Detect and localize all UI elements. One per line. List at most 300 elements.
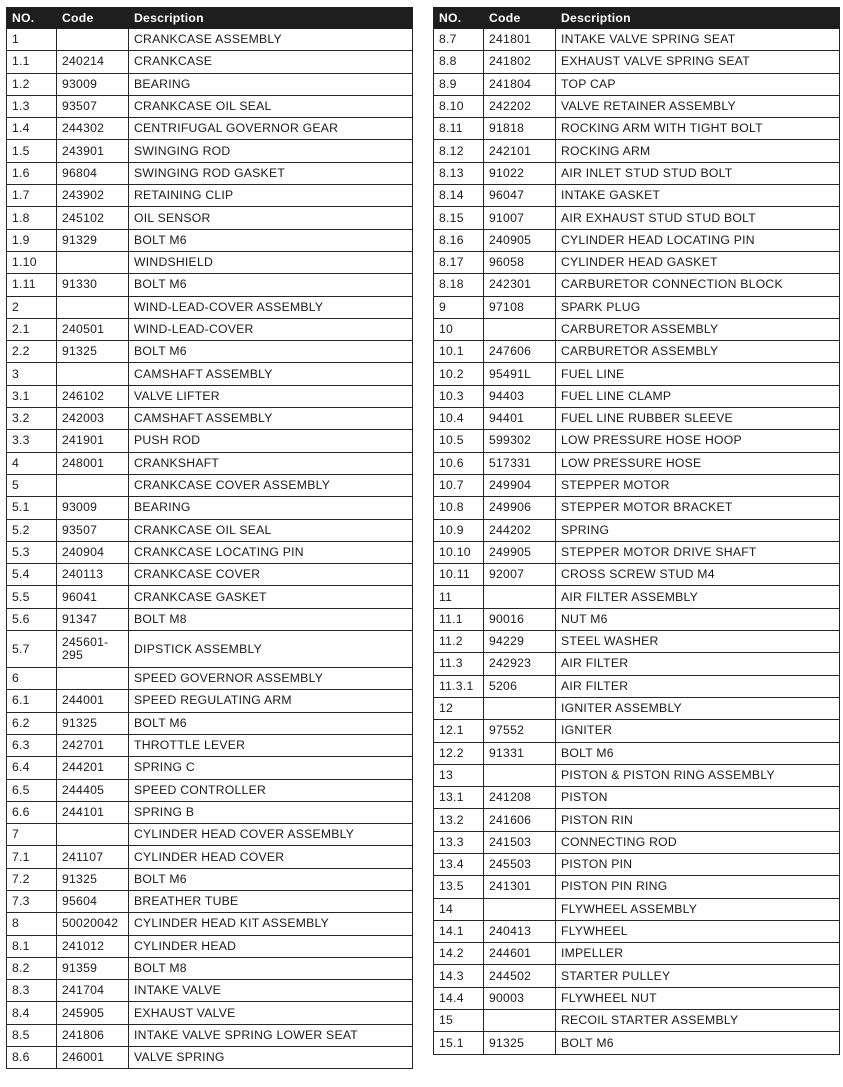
part-number-cell: 15 — [434, 1010, 484, 1032]
part-description-cell: VALVE LIFTER — [129, 385, 413, 407]
part-code-cell — [57, 363, 129, 385]
header-no: NO. — [434, 8, 484, 29]
part-number-cell: 8.7 — [434, 29, 484, 51]
table-row — [7, 363, 413, 385]
part-number-cell: 4 — [7, 452, 57, 474]
part-description-cell: FLYWHEEL NUT — [556, 987, 840, 1009]
table-row — [7, 980, 413, 1002]
part-code-cell: 91007 — [484, 207, 556, 229]
part-code-cell: 244101 — [57, 801, 129, 823]
part-description-cell: CRANKCASE COVER — [129, 564, 413, 586]
part-code-cell: 242301 — [484, 274, 556, 296]
part-number-cell: 10.2 — [434, 363, 484, 385]
part-description-cell: CRANKCASE ASSEMBLY — [129, 29, 413, 51]
part-number-cell: 5.4 — [7, 564, 57, 586]
part-description-cell: INTAKE VALVE SPRING SEAT — [556, 29, 840, 51]
table-row — [434, 653, 840, 675]
table-row — [7, 1024, 413, 1046]
part-code-cell: 241901 — [57, 430, 129, 452]
part-number-cell: 5.5 — [7, 586, 57, 608]
part-code-cell: 241806 — [57, 1024, 129, 1046]
part-description-cell: PUSH ROD — [129, 430, 413, 452]
table-row — [434, 162, 840, 184]
header-row — [434, 8, 840, 29]
part-number-cell: 2.2 — [7, 341, 57, 363]
part-description-cell: LOW PRESSURE HOSE HOOP — [556, 430, 840, 452]
table-row — [434, 474, 840, 496]
table-row — [434, 987, 840, 1009]
part-code-cell: 50020042 — [57, 913, 129, 935]
part-number-cell: 7.1 — [7, 846, 57, 868]
table-row — [7, 913, 413, 935]
part-number-cell: 13.5 — [434, 876, 484, 898]
part-number-cell: 10.10 — [434, 541, 484, 563]
table-row — [7, 118, 413, 140]
part-code-cell: 243901 — [57, 140, 129, 162]
part-code-cell — [484, 697, 556, 719]
part-number-cell: 7 — [7, 824, 57, 846]
part-code-cell: 242923 — [484, 653, 556, 675]
part-code-cell: 241012 — [57, 935, 129, 957]
table-row — [434, 675, 840, 697]
part-number-cell: 6.4 — [7, 757, 57, 779]
part-number-cell: 3 — [7, 363, 57, 385]
part-code-cell: 91325 — [57, 341, 129, 363]
part-code-cell: 240413 — [484, 920, 556, 942]
table-row — [434, 408, 840, 430]
part-number-cell: 1.2 — [7, 73, 57, 95]
table-row — [434, 51, 840, 73]
table-row — [7, 608, 413, 630]
part-description-cell: CARBURETOR CONNECTION BLOCK — [556, 274, 840, 296]
part-number-cell: 3.3 — [7, 430, 57, 452]
table-row — [434, 29, 840, 51]
part-number-cell: 8.15 — [434, 207, 484, 229]
part-description-cell: BOLT M6 — [129, 229, 413, 251]
table-row — [434, 965, 840, 987]
part-code-cell: 244502 — [484, 965, 556, 987]
part-number-cell: 10.4 — [434, 408, 484, 430]
part-code-cell: 93507 — [57, 519, 129, 541]
part-description-cell: IMPELLER — [556, 943, 840, 965]
table-row — [7, 408, 413, 430]
part-description-cell: IGNITER — [556, 720, 840, 742]
part-description-cell: CRANKCASE LOCATING PIN — [129, 541, 413, 563]
table-row — [7, 95, 413, 117]
part-number-cell: 8.14 — [434, 185, 484, 207]
part-number-cell: 8 — [7, 913, 57, 935]
part-number-cell: 8.16 — [434, 229, 484, 251]
part-description-cell: CARBURETOR ASSEMBLY — [556, 341, 840, 363]
part-number-cell: 10.9 — [434, 519, 484, 541]
part-code-cell: 91022 — [484, 162, 556, 184]
part-code-cell: 240904 — [57, 541, 129, 563]
part-code-cell: 241107 — [57, 846, 129, 868]
part-code-cell: 244001 — [57, 690, 129, 712]
part-number-cell: 12.2 — [434, 742, 484, 764]
part-code-cell: 241301 — [484, 876, 556, 898]
part-description-cell: AIR FILTER — [556, 675, 840, 697]
part-description-cell: CAMSHAFT ASSEMBLY — [129, 408, 413, 430]
part-description-cell: CRANKCASE GASKET — [129, 586, 413, 608]
table-row — [7, 541, 413, 563]
part-number-cell: 1.8 — [7, 207, 57, 229]
part-code-cell: 94401 — [484, 408, 556, 430]
part-description-cell: TOP CAP — [556, 73, 840, 95]
table-row — [7, 586, 413, 608]
table-row — [7, 1002, 413, 1024]
part-code-cell: 91325 — [57, 712, 129, 734]
table-row — [7, 341, 413, 363]
table-row — [434, 787, 840, 809]
part-description-cell: SPEED GOVERNOR ASSEMBLY — [129, 668, 413, 690]
part-description-cell: CYLINDER HEAD KIT ASSEMBLY — [129, 913, 413, 935]
part-description-cell: CENTRIFUGAL GOVERNOR GEAR — [129, 118, 413, 140]
part-number-cell: 8.4 — [7, 1002, 57, 1024]
part-code-cell: 249904 — [484, 474, 556, 496]
part-description-cell: BOLT M6 — [556, 742, 840, 764]
table-row — [7, 564, 413, 586]
part-number-cell: 10.1 — [434, 341, 484, 363]
part-description-cell: STARTER PULLEY — [556, 965, 840, 987]
part-code-cell: 245905 — [57, 1002, 129, 1024]
table-row — [7, 185, 413, 207]
table-row — [7, 519, 413, 541]
part-code-cell: 249906 — [484, 497, 556, 519]
part-description-cell: FUEL LINE — [556, 363, 840, 385]
part-description-cell: INTAKE GASKET — [556, 185, 840, 207]
table-row — [7, 868, 413, 890]
table-row — [434, 898, 840, 920]
table-row — [7, 207, 413, 229]
table-row — [434, 853, 840, 875]
part-code-cell: 90003 — [484, 987, 556, 1009]
part-number-cell: 11.1 — [434, 608, 484, 630]
part-number-cell: 1.11 — [7, 274, 57, 296]
part-code-cell: 599302 — [484, 430, 556, 452]
part-code-cell — [484, 898, 556, 920]
part-number-cell: 9 — [434, 296, 484, 318]
part-description-cell: CROSS SCREW STUD M4 — [556, 564, 840, 586]
part-description-cell: BOLT M6 — [129, 868, 413, 890]
part-description-cell: SPEED CONTROLLER — [129, 779, 413, 801]
table-row — [7, 690, 413, 712]
part-code-cell: 91818 — [484, 118, 556, 140]
part-description-cell: INTAKE VALVE — [129, 980, 413, 1002]
table-row — [7, 824, 413, 846]
table-row — [434, 140, 840, 162]
part-description-cell: AIR FILTER — [556, 653, 840, 675]
part-description-cell: PISTON RIN — [556, 809, 840, 831]
part-code-cell: 242003 — [57, 408, 129, 430]
part-description-cell: BOLT M6 — [129, 712, 413, 734]
part-number-cell: 3.1 — [7, 385, 57, 407]
part-number-cell: 8.11 — [434, 118, 484, 140]
part-description-cell: BREATHER TUBE — [129, 890, 413, 912]
part-code-cell: 91330 — [57, 274, 129, 296]
part-code-cell: 244601 — [484, 943, 556, 965]
part-description-cell: CRANKSHAFT — [129, 452, 413, 474]
part-number-cell: 14.1 — [434, 920, 484, 942]
part-description-cell: FUEL LINE RUBBER SLEEVE — [556, 408, 840, 430]
part-number-cell: 12 — [434, 697, 484, 719]
table-row — [434, 1010, 840, 1032]
part-description-cell: AIR EXHAUST STUD STUD BOLT — [556, 207, 840, 229]
part-code-cell: 241208 — [484, 787, 556, 809]
part-description-cell: CRANKCASE OIL SEAL — [129, 95, 413, 117]
part-number-cell: 8.3 — [7, 980, 57, 1002]
part-description-cell: WINDSHIELD — [129, 251, 413, 273]
part-number-cell: 14.3 — [434, 965, 484, 987]
table-row — [434, 430, 840, 452]
part-code-cell: 96058 — [484, 251, 556, 273]
table-row — [434, 95, 840, 117]
part-number-cell: 6.3 — [7, 734, 57, 756]
part-description-cell: BOLT M8 — [129, 608, 413, 630]
part-code-cell: 246102 — [57, 385, 129, 407]
part-number-cell: 6 — [7, 668, 57, 690]
header-description: Description — [129, 8, 413, 29]
table-row — [434, 920, 840, 942]
part-number-cell: 6.1 — [7, 690, 57, 712]
part-code-cell — [484, 586, 556, 608]
part-description-cell: LOW PRESSURE HOSE — [556, 452, 840, 474]
part-description-cell: SPRING — [556, 519, 840, 541]
table-row — [434, 185, 840, 207]
part-number-cell: 6.5 — [7, 779, 57, 801]
part-code-cell: 91325 — [484, 1032, 556, 1054]
table-row — [7, 631, 413, 668]
part-code-cell: 244202 — [484, 519, 556, 541]
part-number-cell: 8.17 — [434, 251, 484, 273]
part-code-cell: 242701 — [57, 734, 129, 756]
part-number-cell: 1.6 — [7, 162, 57, 184]
part-number-cell: 14.4 — [434, 987, 484, 1009]
part-description-cell: IGNITER ASSEMBLY — [556, 697, 840, 719]
table-row — [434, 1032, 840, 1054]
part-number-cell: 2.1 — [7, 318, 57, 340]
part-code-cell: 245601-295 — [57, 631, 129, 668]
table-row — [7, 935, 413, 957]
part-number-cell: 8.9 — [434, 73, 484, 95]
part-description-cell: SPARK PLUG — [556, 296, 840, 318]
table-row — [434, 385, 840, 407]
table-row — [7, 668, 413, 690]
table-row — [7, 452, 413, 474]
part-description-cell: INTAKE VALVE SPRING LOWER SEAT — [129, 1024, 413, 1046]
table-row — [434, 876, 840, 898]
part-number-cell: 8.13 — [434, 162, 484, 184]
table-row — [434, 274, 840, 296]
part-number-cell: 6.2 — [7, 712, 57, 734]
part-description-cell: SWINGING ROD — [129, 140, 413, 162]
table-row — [7, 73, 413, 95]
part-number-cell: 13.3 — [434, 831, 484, 853]
part-code-cell: 96047 — [484, 185, 556, 207]
table-row — [434, 296, 840, 318]
table-row — [7, 29, 413, 51]
part-number-cell: 8.10 — [434, 95, 484, 117]
part-description-cell: CONNECTING ROD — [556, 831, 840, 853]
part-code-cell — [57, 474, 129, 496]
table-row — [434, 73, 840, 95]
table-row — [7, 140, 413, 162]
part-code-cell — [57, 29, 129, 51]
table-row — [434, 742, 840, 764]
part-number-cell: 2 — [7, 296, 57, 318]
part-description-cell: CARBURETOR ASSEMBLY — [556, 318, 840, 340]
part-code-cell: 5206 — [484, 675, 556, 697]
part-code-cell: 241606 — [484, 809, 556, 831]
part-code-cell: 241801 — [484, 29, 556, 51]
part-code-cell: 241804 — [484, 73, 556, 95]
part-description-cell: BOLT M6 — [556, 1032, 840, 1054]
part-number-cell: 11 — [434, 586, 484, 608]
part-description-cell: RETAINING CLIP — [129, 185, 413, 207]
part-description-cell: AIR INLET STUD STUD BOLT — [556, 162, 840, 184]
table-row — [7, 497, 413, 519]
part-code-cell — [57, 296, 129, 318]
part-code-cell: 90016 — [484, 608, 556, 630]
part-number-cell: 15.1 — [434, 1032, 484, 1054]
part-description-cell: THROTTLE LEVER — [129, 734, 413, 756]
header-code: Code — [57, 8, 129, 29]
table-row — [434, 341, 840, 363]
part-code-cell: 96041 — [57, 586, 129, 608]
part-number-cell: 11.3.1 — [434, 675, 484, 697]
part-number-cell: 13.1 — [434, 787, 484, 809]
parts-table-left-body — [7, 29, 413, 1069]
part-code-cell — [484, 318, 556, 340]
part-code-cell: 93009 — [57, 73, 129, 95]
part-description-cell: SWINGING ROD GASKET — [129, 162, 413, 184]
part-description-cell: NUT M6 — [556, 608, 840, 630]
table-row — [7, 801, 413, 823]
table-row — [434, 519, 840, 541]
table-row — [434, 363, 840, 385]
part-code-cell: 242101 — [484, 140, 556, 162]
part-description-cell: STEPPER MOTOR DRIVE SHAFT — [556, 541, 840, 563]
part-description-cell: BEARING — [129, 497, 413, 519]
part-number-cell: 5.7 — [7, 631, 57, 668]
part-code-cell — [57, 824, 129, 846]
part-code-cell: 94229 — [484, 631, 556, 653]
header-code: Code — [484, 8, 556, 29]
part-number-cell: 6.6 — [7, 801, 57, 823]
table-row — [7, 296, 413, 318]
part-code-cell: 93009 — [57, 497, 129, 519]
part-code-cell — [484, 1010, 556, 1032]
table-row — [434, 564, 840, 586]
part-number-cell: 8.12 — [434, 140, 484, 162]
part-code-cell: 244201 — [57, 757, 129, 779]
table-row — [7, 274, 413, 296]
part-code-cell: 249905 — [484, 541, 556, 563]
part-number-cell: 10.6 — [434, 452, 484, 474]
part-code-cell: 240113 — [57, 564, 129, 586]
part-number-cell: 14.2 — [434, 943, 484, 965]
part-code-cell: 248001 — [57, 452, 129, 474]
part-number-cell: 1.1 — [7, 51, 57, 73]
part-code-cell: 245503 — [484, 853, 556, 875]
part-number-cell: 10.11 — [434, 564, 484, 586]
part-code-cell: 245102 — [57, 207, 129, 229]
table-row — [7, 890, 413, 912]
table-row — [434, 943, 840, 965]
part-code-cell: 91359 — [57, 957, 129, 979]
part-code-cell: 241503 — [484, 831, 556, 853]
table-row — [7, 757, 413, 779]
part-description-cell: PISTON PIN RING — [556, 876, 840, 898]
part-code-cell — [484, 764, 556, 786]
part-code-cell: 91347 — [57, 608, 129, 630]
part-number-cell: 8.1 — [7, 935, 57, 957]
part-number-cell: 5.2 — [7, 519, 57, 541]
part-code-cell: 241704 — [57, 980, 129, 1002]
part-number-cell: 8.5 — [7, 1024, 57, 1046]
part-code-cell: 240501 — [57, 318, 129, 340]
part-number-cell: 10.8 — [434, 497, 484, 519]
table-row — [434, 831, 840, 853]
part-description-cell: VALVE RETAINER ASSEMBLY — [556, 95, 840, 117]
table-row — [434, 452, 840, 474]
part-number-cell: 10.5 — [434, 430, 484, 452]
table-row — [7, 474, 413, 496]
part-number-cell: 1.10 — [7, 251, 57, 273]
part-code-cell: 97552 — [484, 720, 556, 742]
part-description-cell: CRANKCASE COVER ASSEMBLY — [129, 474, 413, 496]
part-code-cell: 246001 — [57, 1047, 129, 1069]
part-description-cell: BOLT M6 — [129, 274, 413, 296]
part-description-cell: SPRING C — [129, 757, 413, 779]
part-description-cell: BOLT M6 — [129, 341, 413, 363]
part-code-cell — [57, 251, 129, 273]
part-number-cell: 13.2 — [434, 809, 484, 831]
part-number-cell: 10.3 — [434, 385, 484, 407]
part-description-cell: STEPPER MOTOR BRACKET — [556, 497, 840, 519]
parts-table-right-body — [434, 29, 840, 1055]
part-number-cell: 1.3 — [7, 95, 57, 117]
part-description-cell: WIND-LEAD-COVER — [129, 318, 413, 340]
part-description-cell: WIND-LEAD-COVER ASSEMBLY — [129, 296, 413, 318]
part-number-cell: 8.6 — [7, 1047, 57, 1069]
part-description-cell: CRANKCASE — [129, 51, 413, 73]
table-row — [7, 846, 413, 868]
part-description-cell: CYLINDER HEAD COVER ASSEMBLY — [129, 824, 413, 846]
part-description-cell: SPRING B — [129, 801, 413, 823]
part-description-cell: SPEED REGULATING ARM — [129, 690, 413, 712]
part-code-cell: 244302 — [57, 118, 129, 140]
part-description-cell: EXHAUST VALVE — [129, 1002, 413, 1024]
part-number-cell: 5.6 — [7, 608, 57, 630]
part-description-cell: PISTON — [556, 787, 840, 809]
part-number-cell: 5 — [7, 474, 57, 496]
part-code-cell: 97108 — [484, 296, 556, 318]
part-number-cell: 3.2 — [7, 408, 57, 430]
part-number-cell: 5.1 — [7, 497, 57, 519]
parts-table-right — [433, 7, 840, 1055]
part-number-cell: 1.4 — [7, 118, 57, 140]
table-row — [434, 207, 840, 229]
header-no: NO. — [7, 8, 57, 29]
table-row — [7, 229, 413, 251]
part-code-cell: 91325 — [57, 868, 129, 890]
part-code-cell: 242202 — [484, 95, 556, 117]
table-row — [7, 430, 413, 452]
table-row — [7, 779, 413, 801]
part-code-cell: 95491L — [484, 363, 556, 385]
header-row — [7, 8, 413, 29]
